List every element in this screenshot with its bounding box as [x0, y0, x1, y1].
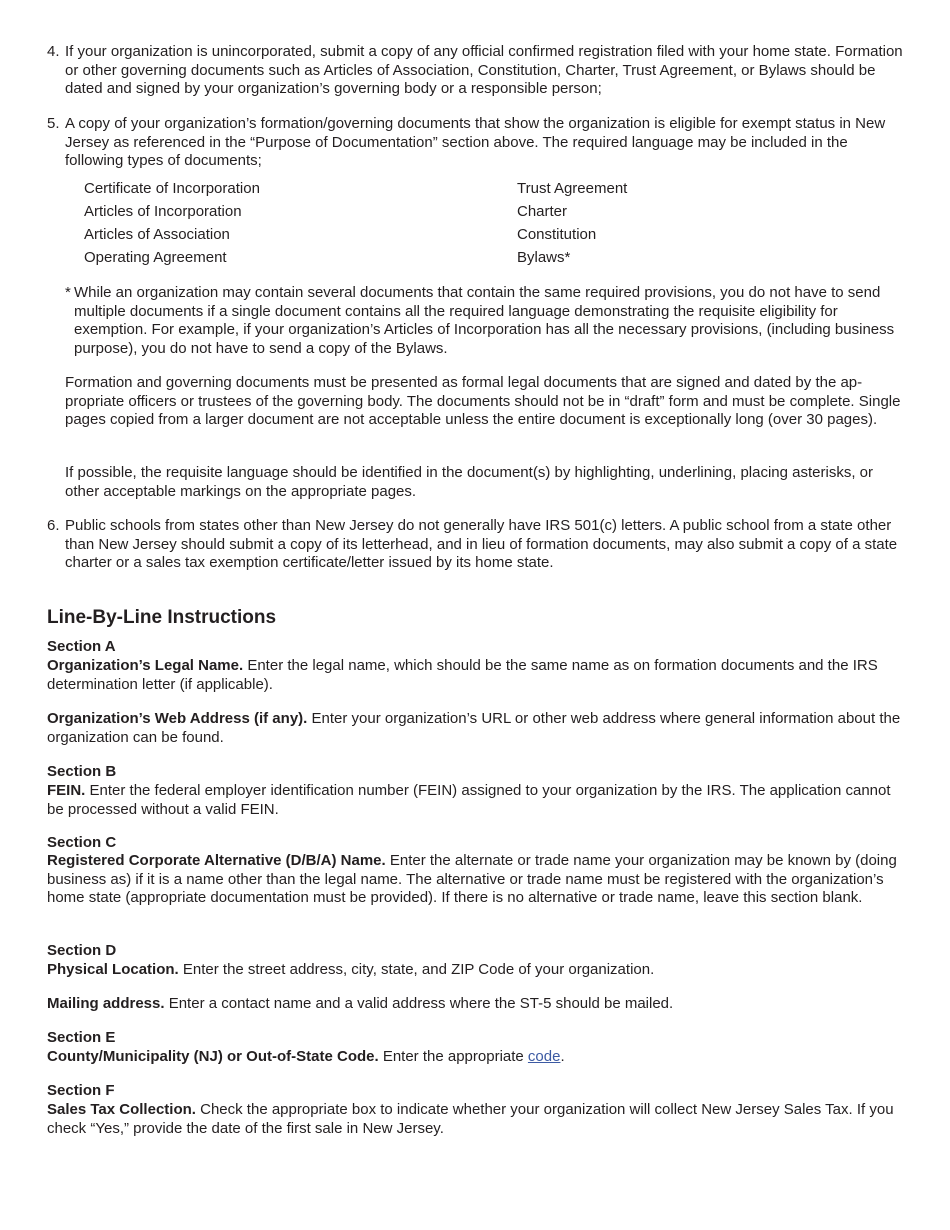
list-number: 5.: [47, 115, 60, 132]
doc-type: Charter: [517, 203, 568, 220]
web-address-text: Enter your organization’s URL or other web address where general information about the organization can be found.: [47, 710, 901, 746]
doc-type: Bylaws*: [517, 249, 571, 266]
sales-tax-instruction: [47, 1101, 907, 1138]
list-item-5: [47, 115, 905, 171]
doc-type: Operating Agreement: [84, 249, 227, 266]
doc-types-right-column: [517, 180, 627, 272]
code-link[interactable]: code: [527, 1048, 561, 1065]
legal-name-label: Organization’s Legal Name.: [47, 657, 244, 674]
dba-label: Registered Corporate Alternative (D/B/A) Name.: [47, 852, 386, 869]
doc-type: Constitution: [517, 226, 597, 243]
doc-types-left-column: [84, 180, 260, 272]
sales-tax-label: Sales Tax Collection.: [47, 1101, 196, 1118]
list-item-text: If your organization is unincorporated, submit a copy of any official confirmed registration filed with your home state. Formation or other governing documents such as Articles of Association, Constitution, Charter, Trust Agreement, or Bylaws should be dated and signed by your organization’s governing body or a responsible person;: [65, 43, 903, 98]
fein-label: FEIN.: [47, 782, 86, 799]
county-code-period: .: [560, 1048, 565, 1065]
section-a-title: Section A: [47, 638, 116, 655]
list-item-text: A copy of your organization’s formation/governing documents that show the organization is eligible for exempt status in New Jersey as referenced in the “Purpose of Documentation” section above. The required language may be included in the following types of documents;: [65, 115, 886, 170]
footnote: [65, 284, 905, 358]
list-item-6: [47, 517, 905, 573]
list-item-4: [47, 43, 905, 99]
section-heading: Line-By-Line Instructions: [47, 607, 277, 628]
list-item-text: Public schools from states other than New Jersey do not generally have IRS 501(c) letters. A public school from a state other than New Jersey should submit a copy of its letterhead, and in lieu of formation documents, may also submit a copy of a state charter or a sales tax exemption certificate/letter issued by its home state.: [65, 517, 898, 572]
section-e-title: Section E: [47, 1029, 116, 1046]
sales-tax-text: Check the appropriate box to indicate whether your organization will collect New Jersey Sales Tax. If you check “Yes,” provide the date of the first sale in New Jersey.: [47, 1101, 894, 1137]
fein-text: Enter the federal employer identification number (FEIN) assigned to your organization by the IRS. The application cannot be processed without a valid FEIN.: [47, 782, 891, 818]
footnote-asterisk: *: [65, 284, 71, 301]
mailing-address-instruction: [47, 995, 907, 1014]
paragraph-requisite-language: If possible, the requisite language should be identified in the document(s) by highlighting, underlining, placing asterisks, or other acceptable markings on the appropriate pages.: [65, 464, 873, 500]
footnote-text: While an organization may contain several documents that contain the same required provisions, you do not have to send multiple documents if a single document contains all the required language demonstrating the requisite eligibility for exemption. For example, if your organization’s Articles of Incorporation has all the necessary provisions, (including business purpose), you do not have to send a copy of the Bylaws.: [74, 284, 895, 357]
physical-location-instruction: [47, 961, 907, 980]
list-number: 4.: [47, 43, 60, 60]
dba-text: Enter the alternate or trade name your organization may be known by (doing business as) if it is a name other than the legal name. The alternative or trade name must be registered with the organization’s home state (appropriate documentation must be provided). If there is no alternative or trade name, leave this section blank.: [47, 852, 897, 907]
fein-instruction: [47, 782, 907, 819]
legal-name-instruction: [47, 657, 907, 694]
physical-location-text: Enter the street address, city, state, and ZIP Code of your organization.: [178, 961, 655, 978]
section-d-title: Section D: [47, 942, 117, 959]
doc-type: Articles of Incorporation: [84, 203, 242, 220]
county-code-text: Enter the appropriate: [378, 1048, 528, 1065]
county-code-label: County/Municipality (NJ) or Out-of-State Code.: [47, 1048, 379, 1065]
section-f-title: Section F: [47, 1082, 115, 1099]
doc-type: Trust Agreement: [517, 180, 628, 197]
doc-type: Certificate of Incorporation: [84, 180, 260, 197]
doc-type: Articles of Association: [84, 226, 230, 243]
physical-location-label: Physical Location.: [47, 961, 179, 978]
legal-name-text: Enter the legal name, which should be the same name as on formation documents and the IRS determination letter (if applicable).: [47, 657, 878, 693]
section-b-title: Section B: [47, 763, 117, 780]
list-number: 6.: [47, 517, 60, 534]
section-c-title: Section C: [47, 834, 117, 851]
mailing-address-text: Enter a contact name and a valid address where the ST-5 should be mailed.: [164, 995, 674, 1012]
web-address-label: Organization’s Web Address (if any).: [47, 710, 308, 727]
mailing-address-label: Mailing address.: [47, 995, 165, 1012]
paragraph-formal-documents: Formation and governing documents must be presented as formal legal documents that are signed and dated by the appropriate officers or trustees of the governing body. The documents should not be in “draft” form and must be complete. Single pages copied from a larger document are not acceptable unless the entire document is exceptionally long (over 30 pages).: [65, 374, 901, 429]
dba-instruction: [47, 852, 907, 908]
web-address-instruction: [47, 710, 907, 747]
county-code-instruction: [47, 1048, 907, 1067]
